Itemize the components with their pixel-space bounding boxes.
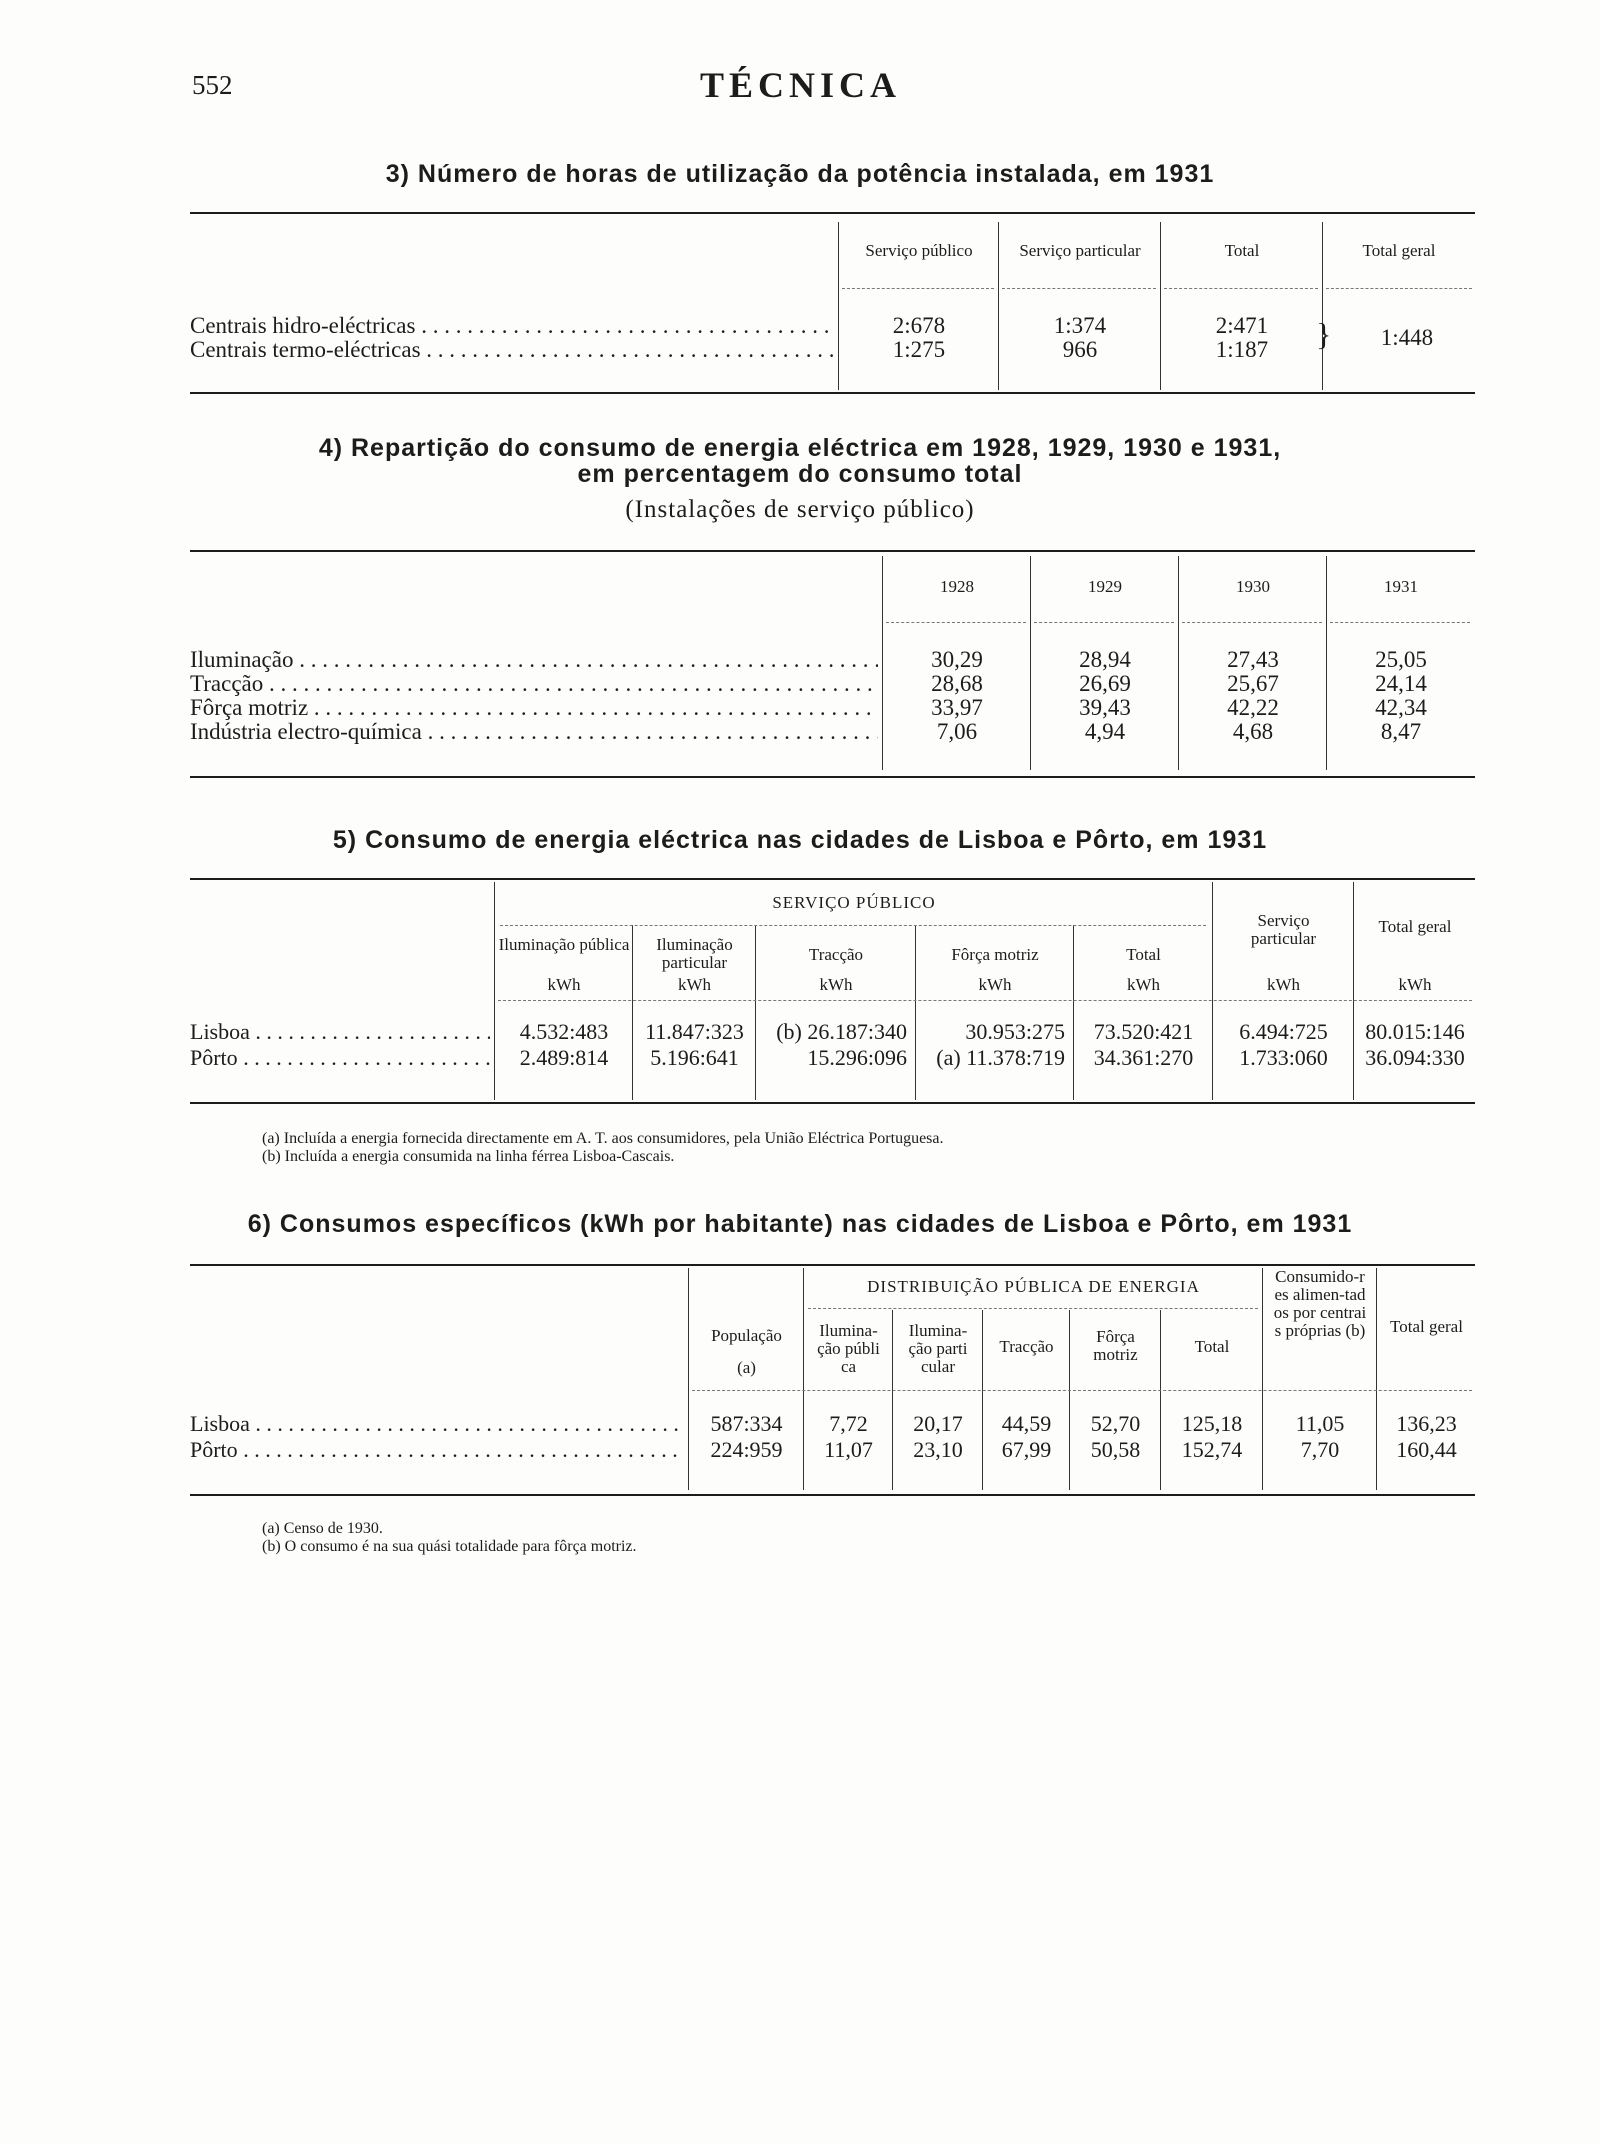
table5-group-rule [500, 925, 1206, 926]
table4-top-rule [190, 550, 1475, 552]
table4-header-rule [1034, 622, 1174, 623]
table3-total-geral: 1:448 [1380, 325, 1434, 350]
table5-unit: kWh [1266, 975, 1301, 994]
table4-row-label: Tracção . . . [190, 672, 878, 696]
table6-cell: 11,05 [1295, 1411, 1345, 1436]
table6-col-divider [892, 1310, 893, 1490]
table3-col-header: Serviço público [865, 241, 973, 260]
table5-col-header: Iluminação pública [498, 935, 630, 954]
table4-col-divider [882, 556, 883, 770]
table3-header-rule [1326, 288, 1472, 289]
table5-col-header: Total geral [1378, 917, 1452, 936]
table6-title: 6) Consumos específicos (kWh por habitante) nas cidades de Lisboa e Pôrto, em 1931 [247, 1210, 1353, 1238]
table5-col-divider [915, 925, 916, 1100]
table5-cell: 2.489:814 [519, 1045, 609, 1070]
table5-col-header: Tracção [808, 945, 864, 964]
table3-bottom-rule [190, 392, 1475, 394]
table3-cell: 2:678 [892, 313, 946, 338]
table4-subtitle: (Instalações de serviço público) [625, 496, 975, 523]
table5-cell: 36.094:330 [1365, 1045, 1465, 1070]
running-title: TÉCNICA [700, 65, 902, 105]
table4-bottom-rule [190, 776, 1475, 778]
table4-col-header: 1928 [940, 577, 974, 596]
table6-cell: 11,07 [824, 1437, 873, 1462]
table5-cell: 5.196:641 [650, 1045, 739, 1070]
table6-footnote: (a) Censo de 1930. [262, 1520, 383, 1537]
table4-cell: 28,68 [931, 671, 983, 696]
table6-cell: 587:334 [710, 1411, 783, 1436]
table6-cell: 44,59 [1001, 1411, 1052, 1436]
table5-row-label: Pôrto . . . [190, 1046, 490, 1069]
table3-col-header: Serviço particular [1019, 241, 1141, 260]
table6-cell: 7,70 [1300, 1437, 1340, 1462]
table6-top-rule [190, 1264, 1475, 1266]
table6-cell: 50,58 [1090, 1437, 1141, 1462]
table4-col-header: 1930 [1236, 577, 1270, 596]
table4-col-divider [1178, 556, 1179, 770]
table3-header-rule [842, 288, 994, 289]
page-number: 552 [192, 70, 233, 100]
table5-col-divider [494, 882, 495, 1100]
table6-col-divider [1069, 1310, 1070, 1490]
table5-header-rule [498, 1000, 1472, 1001]
table5-col-divider [755, 925, 756, 1100]
table4-cell: 4,94 [1084, 719, 1126, 744]
table5-footnote: (b) Incluída a energia consumida na linha férrea Lisboa-Cascais. [262, 1148, 675, 1165]
table3-cell: 1:374 [1053, 313, 1107, 338]
table3-header-rule [1164, 288, 1318, 289]
table5-cell: 6.494:725 [1239, 1019, 1328, 1044]
table3-cell: 2:471 [1215, 313, 1269, 338]
table5-row-label: Lisboa . . . [190, 1020, 490, 1043]
table5-cell: 30.953:275 [965, 1019, 1065, 1044]
table5-col-header: Fôrça motriz [951, 945, 1039, 964]
table6-cell: 125,18 [1181, 1411, 1243, 1436]
table5-cell: 73.520:421 [1093, 1019, 1194, 1044]
table5-bottom-rule [190, 1102, 1475, 1104]
table4-title-line2: em percentagem do consumo total [577, 460, 1023, 488]
table4-cell: 30,29 [931, 647, 983, 672]
table6-cell: 152,74 [1181, 1437, 1243, 1462]
table4-cell: 4,68 [1232, 719, 1274, 744]
table3-cell: 966 [1062, 337, 1098, 362]
table4-cell: 24,14 [1375, 671, 1427, 696]
table6-row-label: Pôrto . . . [190, 1438, 684, 1461]
table3-col-header: Total [1224, 241, 1260, 260]
table6-col-header: Tracção [999, 1337, 1054, 1356]
table5-cell: 4.532:483 [519, 1019, 609, 1044]
table4-cell: 25,05 [1375, 647, 1427, 672]
table4-row-label: Iluminação . . . [190, 648, 878, 672]
table5-top-rule [190, 878, 1475, 880]
table4-col-divider [1030, 556, 1031, 770]
table5-unit: kWh [547, 975, 581, 994]
table4-col-divider [1326, 556, 1327, 770]
table6-cell: 52,70 [1090, 1411, 1141, 1436]
table6-row-label: Lisboa . . . [190, 1412, 684, 1435]
table4-header-rule [1182, 622, 1322, 623]
table6-cell: 7,72 [829, 1411, 868, 1436]
table6-group-rule [808, 1308, 1258, 1309]
table4-cell: 39,43 [1079, 695, 1131, 720]
table6-col-header: Total geral [1390, 1317, 1463, 1336]
table4-cell: 8,47 [1380, 719, 1422, 744]
table5-cell: 1.733:060 [1239, 1045, 1328, 1070]
table5-col-divider [1353, 882, 1354, 1100]
table6-col-header: Ilumina-ção pública [817, 1321, 880, 1376]
table5-unit: kWh [819, 975, 853, 994]
table3-col-divider [1160, 222, 1161, 390]
table4-col-header: 1929 [1088, 577, 1122, 596]
table6-col-divider [1160, 1310, 1161, 1490]
table6-footnote: (b) O consumo é na sua quási totalidade para fôrça motriz. [262, 1538, 637, 1555]
table3-col-divider [998, 222, 999, 390]
table5-unit: kWh [677, 975, 712, 994]
table6-group-header: DISTRIBUIÇÃO PÚBLICA DE ENERGIA [867, 1277, 1200, 1296]
table4-col-header: 1931 [1384, 577, 1418, 596]
table6-bottom-rule [190, 1494, 1475, 1496]
table5-unit: kWh [978, 975, 1012, 994]
table6-cell: 224:959 [710, 1437, 783, 1462]
table6-col-divider [982, 1310, 983, 1490]
table5-col-divider [1073, 925, 1074, 1100]
table3-title: 3) Número de horas de utilização da potência instalada, em 1931 [385, 160, 1215, 188]
table6-col-divider [688, 1268, 689, 1490]
table6-col-divider [1262, 1268, 1263, 1490]
table4-cell: 27,43 [1227, 647, 1279, 672]
table6-col-header: Fôrça motriz [1093, 1327, 1138, 1364]
table5-cell: 80.015:146 [1365, 1019, 1465, 1044]
table4-row-label: Indústria electro-química . . . [190, 720, 878, 744]
table6-header-rule [692, 1390, 1472, 1391]
table4-title: 4) Repartição do consumo de energia eléctrica em 1928, 1929, 1930 e 1931, [318, 434, 1282, 462]
table6-col-header: População (a) [711, 1326, 782, 1378]
table6-col-divider [1376, 1268, 1377, 1490]
table5-col-header: Total [1126, 945, 1161, 964]
table6-col-header: Consumido-res alimen-tados por centrais próprias (b) [1273, 1267, 1367, 1340]
table5-col-header: Iluminação particular [656, 935, 733, 972]
table5-group-header: SERVIÇO PÚBLICO [772, 893, 936, 912]
table5-cell: (b) 26.187:340 [776, 1019, 907, 1044]
table5-cell: 34.361:270 [1093, 1045, 1194, 1070]
table5-footnote: (a) Incluída a energia fornecida directamente em A. T. aos consumidores, pela União Eléctrica Portuguesa. [262, 1130, 944, 1147]
table5-col-divider [1212, 882, 1213, 1100]
table3-cell: 1:187 [1215, 337, 1269, 362]
table5-col-header: Serviço particular [1250, 911, 1317, 948]
table4-cell: 33,97 [931, 695, 983, 720]
table4-cell: 25,67 [1227, 671, 1279, 696]
table4-header-rule [886, 622, 1026, 623]
table6-cell: 20,17 [913, 1411, 963, 1436]
table6-cell: 67,99 [1001, 1437, 1052, 1462]
table6-cell: 23,10 [913, 1437, 963, 1462]
table3-col-divider [838, 222, 839, 390]
table3-top-rule [190, 212, 1475, 214]
table6-col-header: Ilumina-ção particular [908, 1321, 968, 1376]
table4-cell: 42,22 [1227, 695, 1279, 720]
table3-row-label: Centrais termo-eléctricas . . . [190, 338, 834, 362]
table4-row-label: Fôrça motriz . . . [190, 696, 878, 720]
table3-cell: 1:275 [892, 337, 946, 362]
table3-col-divider [1322, 222, 1323, 390]
table5-cell: 15.296:096 [807, 1045, 907, 1070]
table5-cell: 11.847:323 [645, 1019, 744, 1044]
table3-col-header: Total geral [1362, 241, 1436, 260]
table6-col-divider [803, 1268, 804, 1490]
total-brace: } [1316, 316, 1332, 352]
table5-unit: kWh [1398, 975, 1432, 994]
table4-cell: 7,06 [936, 719, 978, 744]
table4-cell: 42,34 [1375, 695, 1427, 720]
table4-cell: 28,94 [1079, 647, 1131, 672]
table3-header-rule [1002, 288, 1156, 289]
table6-cell: 160,44 [1396, 1437, 1457, 1462]
table6-col-header: Total [1194, 1337, 1230, 1356]
table4-header-rule [1330, 622, 1470, 623]
table3-row-label: Centrais hidro-eléctricas . . . [190, 314, 834, 338]
table4-cell: 26,69 [1079, 671, 1131, 696]
table5-unit: kWh [1126, 975, 1161, 994]
table5-col-divider [632, 925, 633, 1100]
table5-title: 5) Consumo de energia eléctrica nas cidades de Lisboa e Pôrto, em 1931 [332, 826, 1268, 854]
table6-cell: 136,23 [1396, 1411, 1457, 1436]
table5-cell: (a) 11.378:719 [936, 1045, 1065, 1070]
